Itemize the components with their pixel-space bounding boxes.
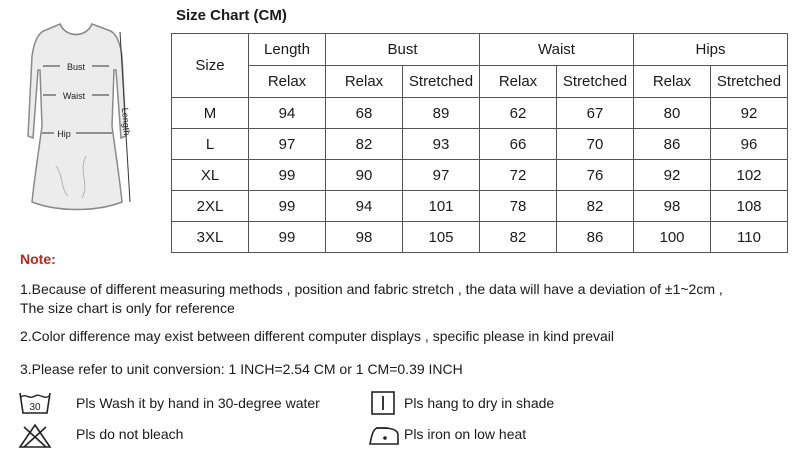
bust-relax-header: Relax: [326, 66, 403, 98]
table-cell: 2XL: [172, 191, 249, 222]
table-cell: 82: [326, 129, 403, 160]
hips-relax-header: Relax: [634, 66, 711, 98]
wash-temp-label: 30: [29, 402, 41, 413]
table-cell: 99: [249, 191, 326, 222]
table-cell: L: [172, 129, 249, 160]
table-cell: 89: [403, 98, 480, 129]
size-chart-title: Size Chart (CM): [176, 7, 287, 24]
table-cell: 97: [249, 129, 326, 160]
iron-instruction: Pls iron on low heat: [404, 426, 527, 442]
table-cell: 3XL: [172, 222, 249, 253]
table-cell: 78: [480, 191, 557, 222]
table-cell: 110: [711, 222, 788, 253]
table-cell: 105: [403, 222, 480, 253]
low-iron-icon: [368, 425, 400, 447]
table-cell: 82: [557, 191, 634, 222]
bleach-instruction: Pls do not bleach: [76, 426, 184, 442]
table-cell: 100: [634, 222, 711, 253]
table-cell: 68: [326, 98, 403, 129]
hand-wash-icon: [18, 390, 52, 416]
table-cell: 76: [557, 160, 634, 191]
table-cell: 62: [480, 98, 557, 129]
hips-header: Hips: [634, 34, 788, 66]
hip-label: Hip: [57, 129, 71, 139]
table-subheader-row: [172, 66, 788, 98]
table-cell: 101: [403, 191, 480, 222]
table-row: [172, 129, 788, 160]
table-cell: M: [172, 98, 249, 129]
note-line-2: 2.Color difference may exist between different computer displays , specific please in kind prevail: [20, 328, 615, 344]
wash-instruction: Pls Wash it by hand in 30-degree water: [76, 395, 320, 411]
table-cell: 67: [557, 98, 634, 129]
table-cell: 94: [249, 98, 326, 129]
table-cell: 92: [711, 98, 788, 129]
table-cell: 99: [249, 160, 326, 191]
table-cell: 72: [480, 160, 557, 191]
table-row: [172, 160, 788, 191]
note-line-3: 3.Please refer to unit conversion: 1 INCH=2.54 CM or 1 CM=0.39 INCH: [20, 361, 463, 377]
waist-label: Waist: [62, 91, 86, 101]
table-cell: 98: [326, 222, 403, 253]
length-label: Length: [120, 107, 132, 136]
table-cell: 99: [249, 222, 326, 253]
table-cell: 96: [711, 129, 788, 160]
waist-header: Waist: [480, 34, 634, 66]
table-cell: 82: [480, 222, 557, 253]
no-bleach-icon: [18, 423, 52, 449]
table-row: [172, 222, 788, 253]
bust-label: Bust: [66, 62, 86, 72]
hips-stretched-header: Stretched: [711, 66, 788, 98]
table-cell: 93: [403, 129, 480, 160]
table-cell: 98: [634, 191, 711, 222]
table-cell: 70: [557, 129, 634, 160]
hang-dry-icon: [370, 390, 396, 416]
hang-instruction: Pls hang to dry in shade: [404, 395, 555, 411]
size-header: Size: [172, 34, 249, 98]
table-cell: 86: [634, 129, 711, 160]
bust-stretched-header: Stretched: [403, 66, 480, 98]
table-header-row: [172, 34, 788, 66]
length-relax-header: Relax: [249, 66, 326, 98]
table-cell: XL: [172, 160, 249, 191]
note-line-1-cont: The size chart is only for reference: [20, 300, 235, 316]
length-header: Length: [249, 34, 326, 66]
table-cell: 108: [711, 191, 788, 222]
table-cell: 86: [557, 222, 634, 253]
note-line-1: 1.Because of different measuring methods , position and fabric stretch , the data will have a deviation of ±1~2cm ,: [20, 281, 723, 297]
note-title: Note:: [20, 251, 56, 267]
table-cell: 102: [711, 160, 788, 191]
table-cell: 90: [326, 160, 403, 191]
waist-relax-header: Relax: [480, 66, 557, 98]
table-cell: 66: [480, 129, 557, 160]
table-cell: 80: [634, 98, 711, 129]
table-cell: 97: [403, 160, 480, 191]
bust-header: Bust: [326, 34, 480, 66]
table-cell: 92: [634, 160, 711, 191]
table-row: [172, 191, 788, 222]
size-chart-table: [171, 33, 788, 253]
waist-stretched-header: Stretched: [557, 66, 634, 98]
table-row: [172, 98, 788, 129]
dress-measurement-diagram: [16, 16, 138, 216]
dress-outline: [28, 24, 126, 210]
table-cell: 94: [326, 191, 403, 222]
